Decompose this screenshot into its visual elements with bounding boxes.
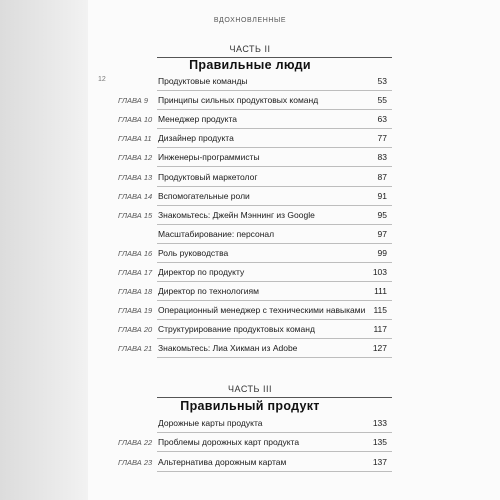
entry-page-number: 83 xyxy=(377,152,387,163)
toc-entry xyxy=(0,210,500,224)
entry-page-number: 95 xyxy=(377,209,387,220)
toc-entry xyxy=(0,152,500,166)
entry-divider xyxy=(157,471,392,472)
entry-page-number: 133 xyxy=(372,418,387,428)
chapter-label: ГЛАВА 11 xyxy=(118,134,152,144)
toc-entry xyxy=(0,114,500,128)
entry-page-number: 137 xyxy=(372,456,387,467)
part-2-title: Правильные люди xyxy=(189,58,311,72)
chapter-label: ГЛАВА 21 xyxy=(118,344,153,354)
entry-page-number: 91 xyxy=(377,190,387,201)
entry-title: Знакомьтесь: Джейн Мэннинг из Google xyxy=(158,209,315,220)
entry-divider xyxy=(157,357,392,358)
entry-page-number: 77 xyxy=(377,133,387,144)
toc-entry xyxy=(0,343,500,357)
toc-entry xyxy=(0,172,500,186)
chapter-label: ГЛАВА 14 xyxy=(118,191,153,201)
entry-divider xyxy=(157,109,392,110)
entry-divider xyxy=(157,338,392,339)
entry-title: Роль руководства xyxy=(158,247,229,258)
chapter-label: ГЛАВА 18 xyxy=(118,287,153,297)
entry-page-number: 117 xyxy=(373,324,387,335)
running-head: ВДОХНОВЛЕННЫЕ xyxy=(213,17,287,24)
chapter-label: ГЛАВА 20 xyxy=(118,325,153,335)
chapter-label: ГЛАВА 12 xyxy=(118,153,153,163)
entry-divider xyxy=(157,300,392,301)
chapter-label: ГЛАВА 9 xyxy=(118,96,148,106)
entry-divider xyxy=(157,451,392,452)
entry-divider xyxy=(157,205,392,206)
entry-page-number: 53 xyxy=(377,76,387,86)
entry-page-number: 135 xyxy=(372,437,387,448)
chapter-label: ГЛАВА 19 xyxy=(118,306,153,316)
entry-page-number: 115 xyxy=(373,305,387,316)
toc-entry xyxy=(0,418,500,432)
chapter-label: ГЛАВА 23 xyxy=(118,457,153,467)
entry-page-number: 127 xyxy=(372,343,387,354)
entry-page-number: 97 xyxy=(377,228,387,239)
entry-title: Дорожные карты продукта xyxy=(158,418,263,428)
entry-divider xyxy=(157,281,392,282)
part-3-rule xyxy=(157,397,392,398)
toc-entry xyxy=(0,324,500,338)
entry-title: Проблемы дорожных карт продукта xyxy=(158,437,300,448)
entry-title: Директор по продукту xyxy=(158,267,245,277)
toc-entry xyxy=(0,229,500,243)
entry-divider xyxy=(157,90,392,91)
entry-title: Операционный менеджер с техническими навыками xyxy=(158,305,366,316)
chapter-label: ГЛАВА 15 xyxy=(118,210,153,220)
part-3-number: ЧАСТЬ III xyxy=(228,384,272,394)
entry-divider xyxy=(157,166,392,167)
chapter-label: ГЛАВА 17 xyxy=(118,268,153,277)
part-2-number: ЧАСТЬ II xyxy=(229,44,271,54)
entry-divider xyxy=(157,319,392,320)
toc-entry xyxy=(0,437,500,451)
toc-entry xyxy=(0,95,500,109)
entry-page-number: 55 xyxy=(377,95,387,106)
entry-title: Вспомогательные роли xyxy=(158,190,250,201)
entry-page-number: 63 xyxy=(377,114,387,125)
chapter-label: ГЛАВА 22 xyxy=(118,438,153,448)
entry-title: Продуктовый маркетолог xyxy=(158,171,258,182)
entry-divider xyxy=(157,432,392,433)
entry-title: Знакомьтесь: Лиа Хикман из Adobe xyxy=(158,343,298,354)
entry-page-number: 111 xyxy=(374,286,387,297)
toc-entry xyxy=(0,305,500,319)
entry-title: Масштабирование: персонал xyxy=(158,228,275,239)
chapter-label: ГЛАВА 13 xyxy=(118,172,153,182)
entry-title: Дизайнер продукта xyxy=(158,133,234,144)
toc-entry xyxy=(0,191,500,205)
toc-entry xyxy=(0,76,500,90)
entry-divider xyxy=(157,186,392,187)
entry-divider xyxy=(157,243,392,244)
toc-entry xyxy=(0,286,500,300)
entry-page-number: 87 xyxy=(377,171,387,182)
entry-divider xyxy=(157,147,392,148)
entry-divider xyxy=(157,224,392,225)
chapter-label: ГЛАВА 16 xyxy=(118,248,153,258)
entry-divider xyxy=(157,128,392,129)
entry-page-number: 99 xyxy=(377,247,387,258)
entry-title: Инженеры-программисты xyxy=(158,152,260,163)
toc-entry xyxy=(0,248,500,262)
entry-title: Структурирование продуктовых команд xyxy=(158,324,315,335)
entry-divider xyxy=(157,262,392,263)
entry-title: Директор по технологиям xyxy=(158,286,259,297)
entry-title: Принципы сильных продуктовых команд xyxy=(158,95,319,106)
toc-entry xyxy=(0,267,500,281)
left-page-number: 12 xyxy=(98,76,106,83)
entry-title: Менеджер продукта xyxy=(158,114,238,125)
entry-page-number: 103 xyxy=(372,267,387,277)
part-3-title: Правильный продукт xyxy=(180,399,320,413)
chapter-label: ГЛАВА 10 xyxy=(118,115,153,125)
toc-entry xyxy=(0,133,500,147)
toc-entry xyxy=(0,457,500,471)
entry-title: Альтернатива дорожным картам xyxy=(158,456,287,467)
entry-title: Продуктовые команды xyxy=(158,76,248,86)
